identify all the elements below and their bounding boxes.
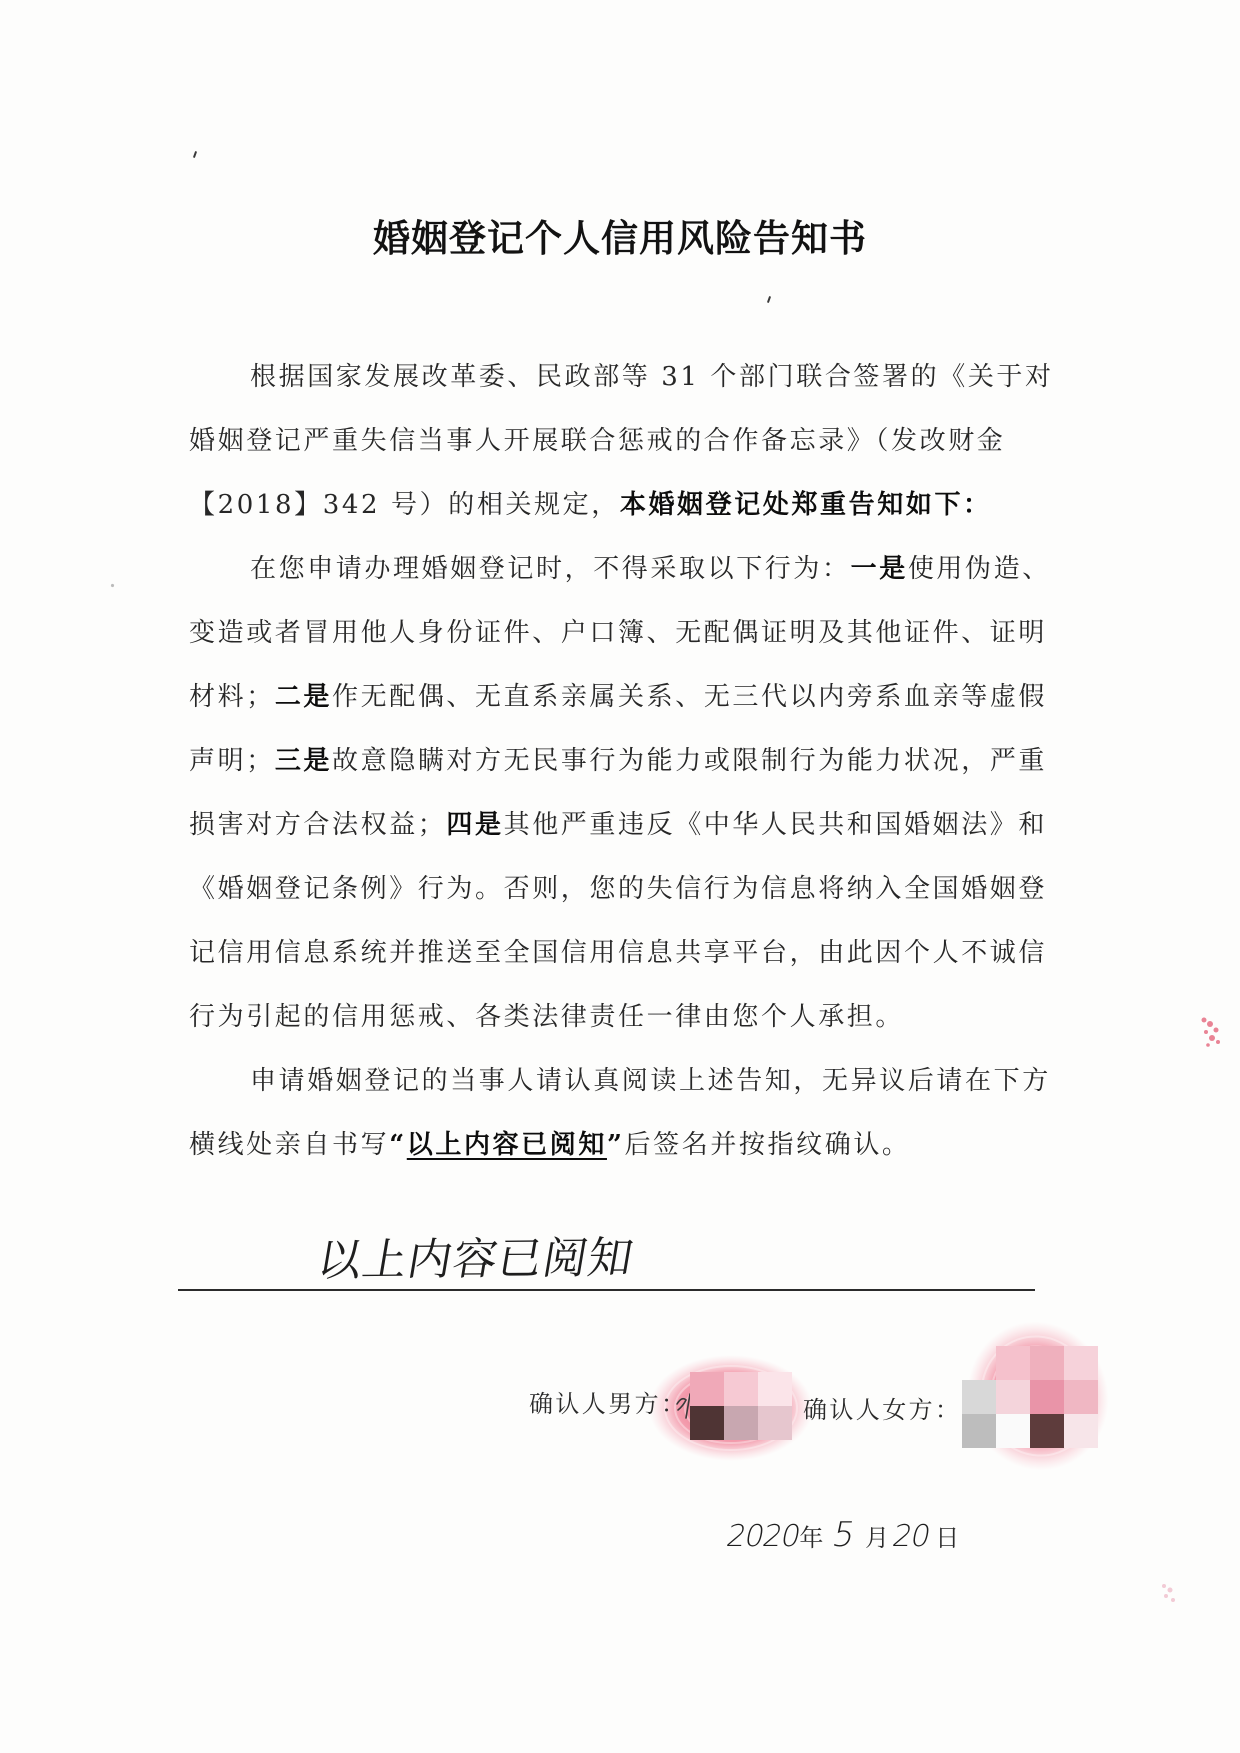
scan-speck <box>767 296 771 303</box>
document-title: 婚姻登记个人信用风险告知书 <box>373 216 867 260</box>
text-line <box>189 729 1069 793</box>
text-segment: 故意隐瞒对方无民事行为能力或限制行为能力状况，严重 <box>332 746 1048 776</box>
male-signature-mosaic <box>690 1372 792 1440</box>
item-marker: 四是 <box>446 810 504 840</box>
emphasis-text: 本婚姻登记处郑重告知如下： <box>619 490 992 520</box>
text-segment: 声明； <box>189 746 275 776</box>
paragraph-prohibited-acts <box>189 537 1069 1049</box>
text-line <box>189 985 1069 1049</box>
text-segment: 记信用信息系统并推送至全国信用信息共享平台，由此因个人不诚信 <box>189 938 1048 968</box>
text-line <box>189 409 1069 473</box>
text-segment: 在您申请办理婚姻登记时，不得采取以下行为： <box>250 554 851 584</box>
required-phrase: 以上内容已阅知 <box>406 1130 607 1160</box>
text-segment: 《婚姻登记条例》行为。否则，您的失信行为信息将纳入全国婚姻登 <box>189 874 1048 904</box>
item-marker: 二是 <box>274 682 333 712</box>
item-marker: 一是 <box>850 554 908 584</box>
date-day-unit: 日 <box>935 1524 960 1552</box>
text-segment: 其他严重违反《中华人民共和国婚姻法》和 <box>503 810 1048 840</box>
date-year-unit: 年 <box>799 1524 824 1552</box>
female-signature-mosaic <box>962 1346 1098 1448</box>
scan-speck <box>193 151 197 158</box>
ink-smudge <box>1158 1580 1180 1606</box>
text-segment: 申请婚姻登记的当事人请认真阅读上述告知，无异议后请在下方 <box>250 1066 1051 1096</box>
text-line <box>189 1049 1069 1113</box>
text-line <box>189 601 1069 665</box>
scan-speck <box>111 584 115 588</box>
male-confirmation-label: 确认人男方： <box>529 1390 688 1418</box>
text-line <box>189 793 1069 857</box>
date-month-unit: 月 <box>865 1524 889 1552</box>
text-segment: 变造或者冒用他人身份证件、户口簿、无配偶证明及其他证件、证明 <box>189 618 1048 648</box>
text-segment: 婚姻登记严重失信当事人开展联合惩戒的合作备忘录》（发改财金 <box>189 426 1006 456</box>
text-segment: 根据国家发展改革委、民政部等 31 个部门联合签署的《关于对 <box>250 362 1054 392</box>
text-line <box>189 857 1069 921</box>
quote-mark: “ <box>389 1130 407 1160</box>
handwritten-acknowledgement: 以上内容已阅知 <box>313 1232 638 1287</box>
notice-body <box>189 345 1069 1177</box>
text-segment: 作无配偶、无直系亲属关系、无三代以内旁系血亲等虚假 <box>332 682 1048 712</box>
text-line <box>189 473 1069 537</box>
date-month: 5 <box>829 1515 860 1555</box>
quote-mark: ” <box>606 1130 625 1160</box>
text-line <box>189 537 1069 601</box>
text-segment: 材料； <box>189 682 275 712</box>
writing-line <box>178 1289 1035 1291</box>
date-day: 20 <box>889 1519 933 1554</box>
paragraph-instructions <box>189 1049 1069 1177</box>
signing-date <box>723 1515 960 1555</box>
item-marker: 三是 <box>274 746 333 776</box>
text-segment: 行为引起的信用惩戒、各类法律责任一律由您个人承担。 <box>189 1002 905 1032</box>
text-line <box>189 1113 1069 1177</box>
text-line <box>189 345 1069 409</box>
text-line <box>189 921 1069 985</box>
date-year: 2020 <box>723 1519 804 1554</box>
ink-smudge <box>1196 1012 1224 1052</box>
female-confirmation-label: 确认人女方： <box>803 1396 962 1424</box>
text-segment: 横线处亲自书写 <box>189 1130 390 1160</box>
text-segment: 后签名并按指纹确认。 <box>624 1130 911 1160</box>
text-segment: 使用伪造、 <box>907 554 1051 584</box>
text-segment: 损害对方合法权益； <box>189 810 447 840</box>
paragraph-legal-basis <box>189 345 1069 537</box>
text-line <box>189 665 1069 729</box>
text-segment: 【2018】342 号）的相关规定， <box>189 490 620 520</box>
